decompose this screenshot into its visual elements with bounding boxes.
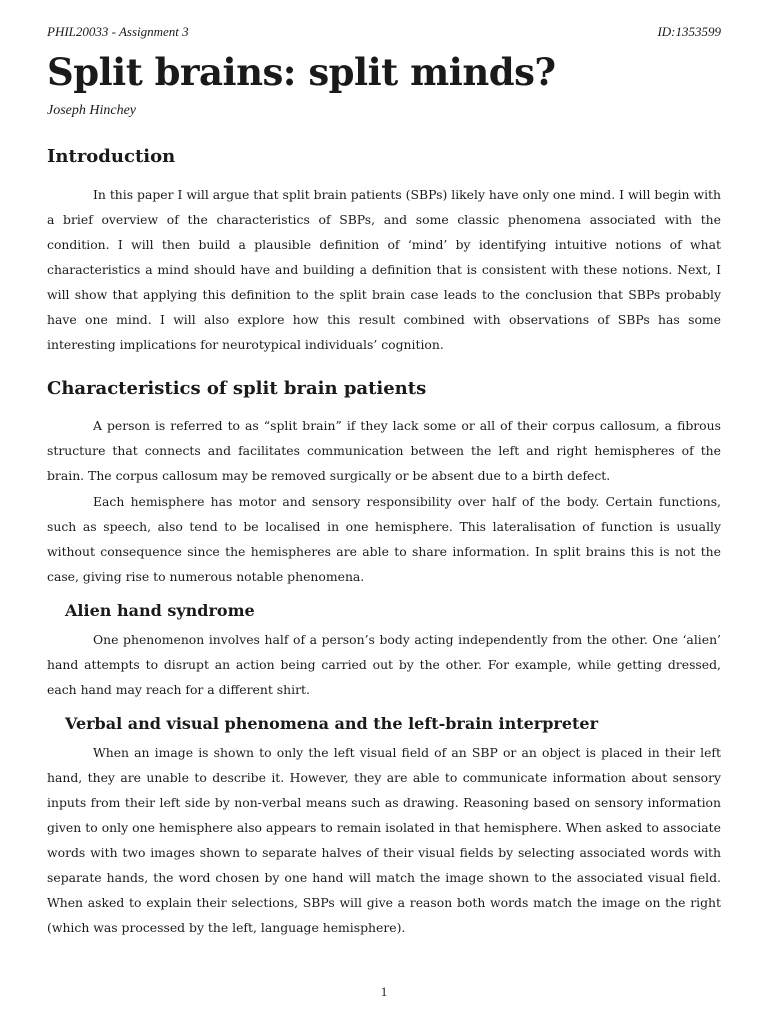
- heading-characteristics: Characteristics of split brain patients: [47, 378, 427, 399]
- course-label: PHIL20033 - Assignment 3: [47, 24, 189, 39]
- student-id: ID:1353599: [657, 24, 721, 39]
- heading-verbal-visual: Verbal and visual phenomena and the left-brain interpreter: [65, 714, 599, 733]
- heading-introduction: Introduction: [47, 146, 176, 167]
- alien-hand-paragraph: One phenomenon involves half of a person’s body acting independently from the other. One ‘alien’ hand attempts to disrupt an action being carried out by the other. For example, while getting dressed, each hand may reach for a different shirt.: [47, 632, 721, 697]
- verbal-visual-paragraph: When an image is shown to only the left visual field of an SBP or an object is placed in their left hand, they are unable to describe it. However, they are able to communicate information about sensory inputs from their left side by non-verbal means such as drawing. Reasoning based on sensory information given to only one hemisphere also appears to remain isolated in that hemisphere. When asked to associate words with two images shown to separate halves of their visual fields by selecting associated words with separate hands, the word chosen by one hand will match the image shown to the associated visual field. When asked to explain their selections, SBPs will give a reason both words match the image on the right (which was processed by the left, language hemisphere).: [47, 745, 721, 935]
- page-title: Split brains: split minds?: [47, 50, 556, 94]
- heading-alien-hand: Alien hand syndrome: [65, 601, 255, 620]
- document-page: [47, 0, 721, 1024]
- characteristics-paragraph-2: Each hemisphere has motor and sensory responsibility over half of the body. Certain functions, such as speech, also tend to be localised in one hemisphere. This lateralisation of function is usually without consequence since the hemispheres are able to share information. In split brains this is not the case, giving rise to numerous notable phenomena.: [47, 494, 721, 584]
- author-name: Joseph Hinchey: [47, 103, 137, 118]
- characteristics-paragraph-1: A person is referred to as “split brain” if they lack some or all of their corpus callosum, a fibrous structure that connects and facilitates communication between the left and right hemispheres of the brain. The corpus callosum may be removed surgically or be absent due to a birth defect.: [47, 418, 721, 483]
- intro-paragraph: In this paper I will argue that split brain patients (SBPs) likely have only one mind. I will begin with a brief overview of the characteristics of SBPs, and some classic phenomena associated with the condition. I will then build a plausible definition of ‘mind’ by identifying intuitive notions of what characteristics a mind should have and building a definition that is consistent with these notions. Next, I will show that applying this definition to the split brain case leads to the conclusion that SBPs probably have one mind. I will also explore how this result combined with observations of SBPs has some interesting implications for neurotypical individuals’ cognition.: [47, 187, 721, 352]
- page-number: 1: [380, 984, 388, 999]
- running-header: [47, 24, 721, 40]
